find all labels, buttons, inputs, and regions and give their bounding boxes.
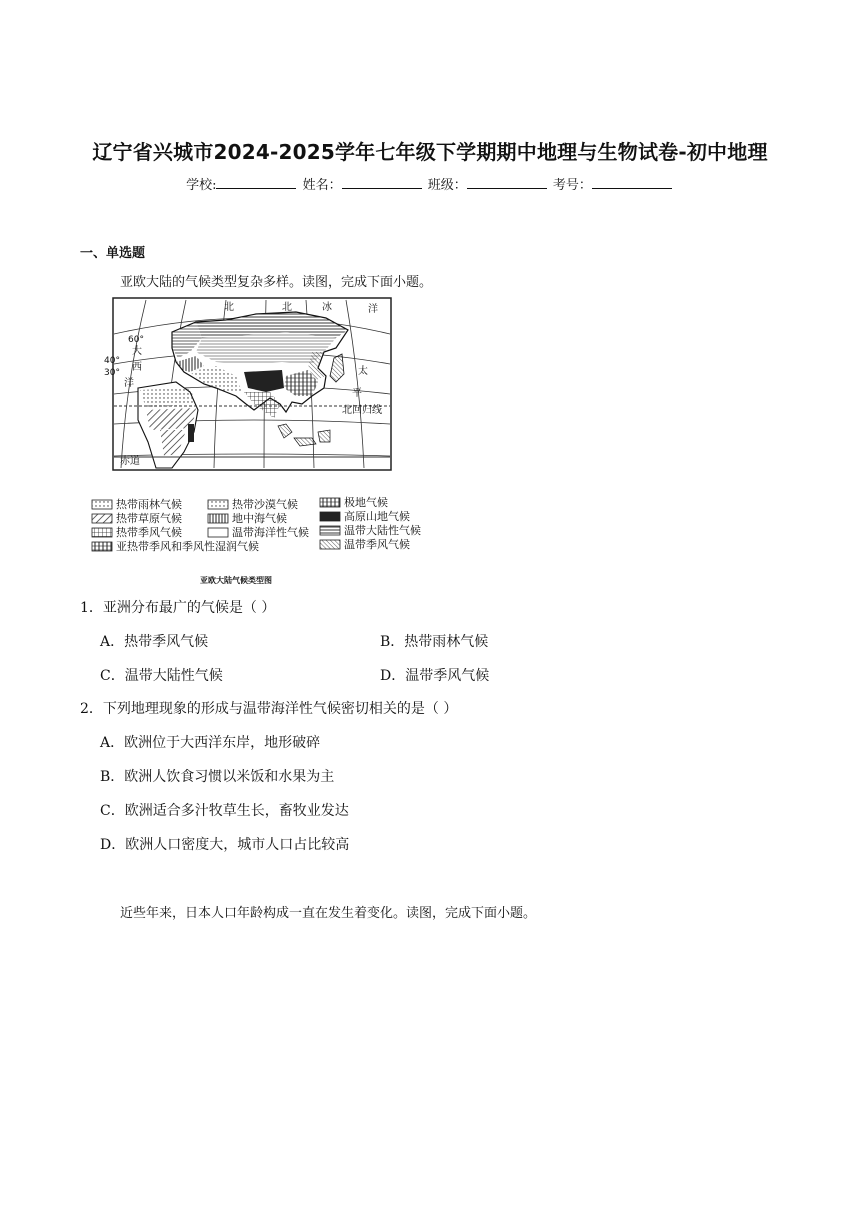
arctic-label-2: 冰 — [322, 302, 332, 313]
atlantic-label-3: 洋 — [124, 378, 134, 389]
legend-label-plateau: 高原山地气候 — [344, 510, 410, 523]
legend-label-polar: 极地气候 — [344, 496, 388, 509]
page-title: 辽宁省兴城市2024-2025学年七年级下学期期中地理与生物试卷-初中地理 — [92, 140, 768, 164]
class-blank — [467, 176, 547, 189]
question-1-option-c: C．温带大陆性气候 — [100, 668, 223, 684]
legend-swatch-savanna — [92, 514, 112, 523]
legend-label-savanna: 热带草原气候 — [116, 512, 182, 525]
name-blank — [342, 176, 422, 189]
legend-swatch-tropical-monsoon — [92, 528, 112, 537]
number-label: 考号： — [552, 178, 592, 193]
question-2-option-a: A．欧洲位于大西洋东岸，地形破碎 — [100, 735, 321, 751]
equator-label: 赤道 — [120, 456, 140, 467]
tropic-label: 北回归线 — [342, 405, 382, 416]
legend-label-tropical-monsoon: 热带季风气候 — [116, 526, 182, 539]
section-heading: 一、单选题 — [80, 246, 146, 261]
name-label: 姓名： — [302, 178, 342, 193]
question-2-option-b: B．欧洲人饮食习惯以米饭和水果为主 — [100, 769, 335, 785]
legend-swatch-subtropical — [92, 542, 112, 551]
arctic-label-1: 北 — [282, 302, 292, 313]
student-info-line — [0, 174, 860, 193]
lat-30-label: 30° — [104, 368, 120, 378]
atlantic-label-1: 大 — [132, 346, 142, 357]
atlantic-label-2: 西 — [132, 362, 142, 373]
school-blank — [216, 176, 296, 189]
lat-60-label: 60° — [128, 335, 144, 345]
legend-label-rainforest: 热带雨林气候 — [116, 498, 182, 511]
north-label: 北 — [224, 302, 234, 313]
question-2-option-d: D．欧洲人口密度大，城市人口占比较高 — [100, 837, 350, 853]
number-blank — [592, 176, 672, 189]
map-caption: 亚欧大陆气候类型图 — [200, 576, 272, 585]
legend-swatch-maritime — [208, 528, 228, 537]
legend-swatch-desert — [208, 500, 228, 509]
class-label: 班级： — [427, 178, 467, 193]
climate-map-figure — [86, 292, 426, 588]
legend-swatch-rainforest — [92, 500, 112, 509]
pacific-label-1: 太 — [358, 366, 368, 377]
school-label: 学校: — [186, 178, 217, 193]
question-1-stem: 1．亚洲分布最广的气候是（ ） — [80, 600, 276, 616]
question-2-stem: 2．下列地理现象的形成与温带海洋性气候密切相关的是（ ） — [80, 701, 458, 717]
climate-map-svg — [86, 292, 426, 588]
intro-eurasia: 亚欧大陆的气候类型复杂多样。读图，完成下面小题。 — [120, 275, 433, 290]
legend-swatch-polar — [320, 498, 340, 507]
legend-swatch-continental — [320, 526, 340, 535]
arctic-label-3: 洋 — [368, 304, 378, 315]
intro-japan: 近些年来，日本人口年龄构成一直在发生着变化。读图，完成下面小题。 — [120, 906, 537, 921]
question-1-option-d: D．温带季风气候 — [380, 668, 490, 684]
legend-label-mediterranean: 地中海气候 — [232, 512, 287, 525]
legend-label-desert: 热带沙漠气候 — [232, 498, 298, 511]
legend-label-temperate-monsoon: 温带季风气候 — [344, 538, 410, 551]
legend-swatch-mediterranean — [208, 514, 228, 523]
question-1-option-b: B．热带雨林气候 — [380, 634, 489, 650]
question-1-option-a: A．热带季风气候 — [100, 634, 209, 650]
pacific-label-2: 平 — [352, 388, 362, 399]
legend-label-continental: 温带大陆性气候 — [344, 524, 421, 537]
legend-label-maritime: 温带海洋性气候 — [232, 526, 309, 539]
question-2-option-c: C．欧洲适合多汁牧草生长，畜牧业发达 — [100, 803, 349, 819]
legend-swatch-temperate-monsoon — [320, 540, 340, 549]
legend-label-subtropical: 亚热带季风和季风性湿润气候 — [116, 540, 259, 553]
lat-40-label: 40° — [104, 356, 120, 366]
legend-swatch-plateau — [320, 512, 340, 521]
